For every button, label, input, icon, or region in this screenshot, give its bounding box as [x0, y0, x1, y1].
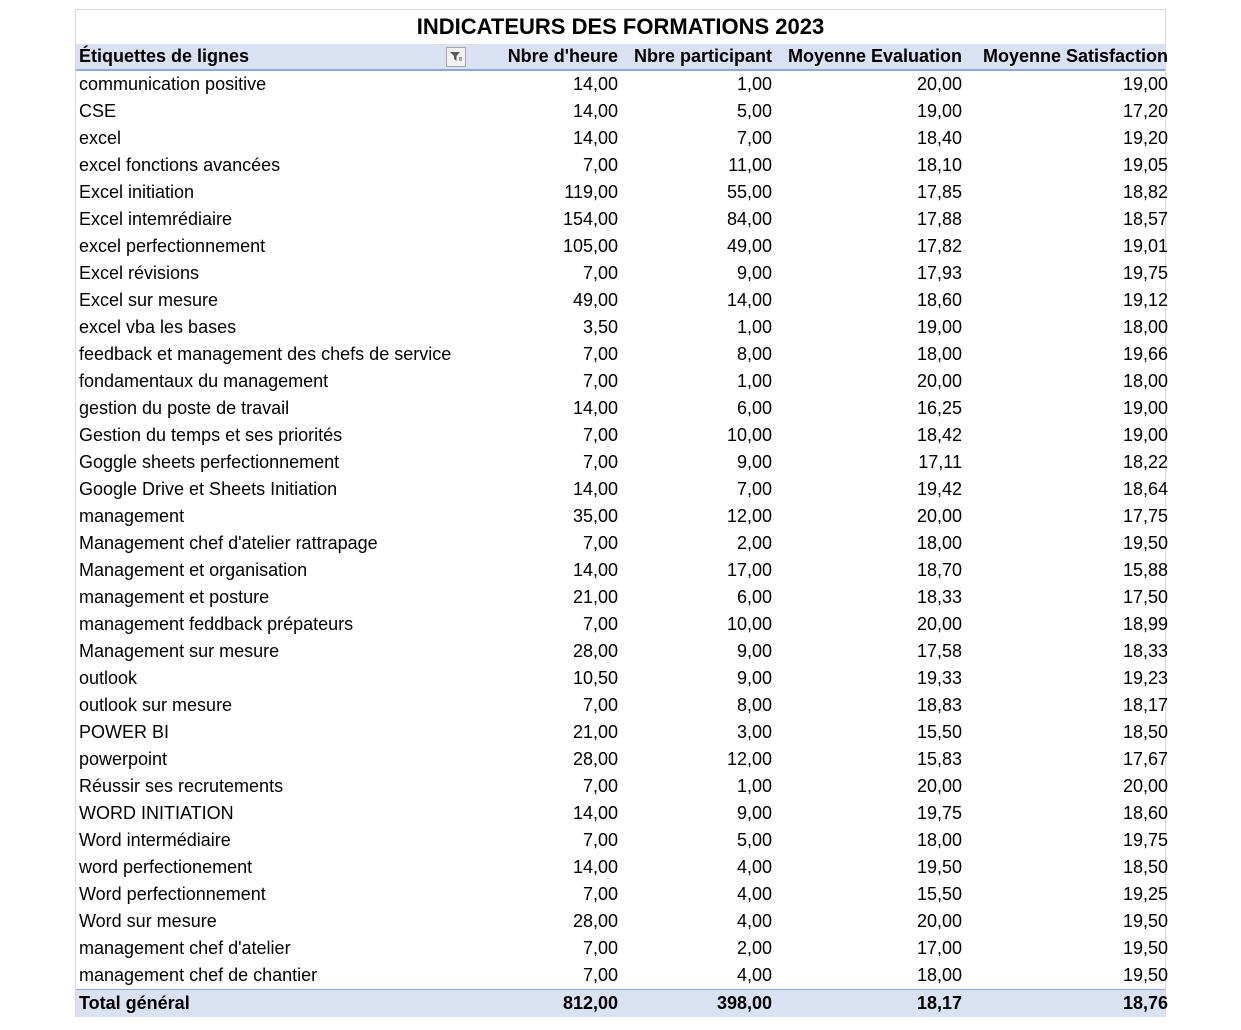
row-satisfaction[interactable]: 18,17 — [1122, 695, 1168, 715]
row-evaluation[interactable]: 15,50 — [916, 884, 962, 904]
row-hours[interactable]: 21,00 — [572, 587, 618, 607]
row-participants[interactable]: 6,00 — [736, 587, 772, 607]
table-row — [76, 260, 1168, 287]
table-row — [76, 71, 1168, 98]
row-participants[interactable]: 17,00 — [726, 560, 772, 580]
row-label[interactable]: gestion du poste de travail — [79, 398, 290, 418]
table-row — [76, 584, 1168, 611]
row-evaluation[interactable]: 18,60 — [916, 290, 962, 310]
row-participants[interactable]: 10,00 — [726, 614, 772, 634]
row-label[interactable]: Management chef d'atelier rattrapage — [79, 533, 378, 553]
row-evaluation[interactable]: 18,40 — [916, 128, 962, 148]
row-participants[interactable]: 6,00 — [736, 398, 772, 418]
row-hours[interactable]: 7,00 — [582, 533, 618, 553]
row-participants[interactable]: 5,00 — [736, 830, 772, 850]
row-evaluation[interactable]: 17,11 — [918, 452, 962, 472]
row-hours[interactable]: 7,00 — [582, 965, 618, 985]
table-row — [76, 98, 1168, 125]
row-participants[interactable]: 1,00 — [736, 371, 772, 391]
table-row — [76, 638, 1168, 665]
row-hours[interactable]: 7,00 — [582, 263, 618, 283]
row-label[interactable]: POWER BI — [79, 722, 170, 742]
total-satisfaction[interactable]: 18,76 — [1122, 993, 1168, 1013]
row-satisfaction[interactable]: 18,60 — [1122, 803, 1168, 823]
table-row — [76, 476, 1168, 503]
row-evaluation[interactable]: 17,85 — [916, 182, 962, 202]
row-satisfaction[interactable]: 17,50 — [1122, 587, 1168, 607]
row-evaluation[interactable]: 17,82 — [916, 236, 962, 256]
row-hours[interactable]: 7,00 — [582, 425, 618, 445]
table-row — [76, 719, 1168, 746]
header-label-text: Étiquettes de lignes — [79, 46, 250, 66]
table-row — [76, 395, 1168, 422]
row-hours[interactable]: 49,00 — [572, 290, 618, 310]
row-participants[interactable]: 55,00 — [726, 182, 772, 202]
row-hours[interactable]: 7,00 — [582, 452, 618, 472]
row-participants[interactable]: 7,00 — [736, 128, 772, 148]
row-participants[interactable]: 4,00 — [736, 965, 772, 985]
row-label[interactable]: excel vba les bases — [79, 317, 237, 337]
row-satisfaction[interactable]: 19,25 — [1122, 884, 1168, 904]
row-participants[interactable]: 1,00 — [736, 776, 772, 796]
row-satisfaction[interactable]: 19,50 — [1122, 533, 1168, 553]
row-evaluation[interactable]: 17,93 — [916, 263, 962, 283]
row-evaluation[interactable]: 15,50 — [916, 722, 962, 742]
row-hours[interactable]: 7,00 — [582, 776, 618, 796]
row-satisfaction[interactable]: 19,50 — [1122, 938, 1168, 958]
pivot-table — [75, 9, 1166, 1017]
table-row — [76, 314, 1168, 341]
row-satisfaction[interactable]: 18,82 — [1122, 182, 1168, 202]
row-label[interactable]: Management et organisation — [79, 560, 308, 580]
row-satisfaction[interactable]: 18,50 — [1122, 722, 1168, 742]
table-row — [76, 611, 1168, 638]
row-satisfaction[interactable]: 18,00 — [1122, 317, 1168, 337]
row-participants[interactable]: 3,00 — [736, 722, 772, 742]
row-label[interactable]: excel fonctions avancées — [79, 155, 281, 175]
row-evaluation[interactable]: 18,00 — [916, 533, 962, 553]
header-participants[interactable]: Nbre participant — [633, 46, 772, 66]
table-row — [76, 854, 1168, 881]
row-hours[interactable]: 14,00 — [572, 128, 618, 148]
row-hours[interactable]: 7,00 — [582, 614, 618, 634]
row-participants[interactable]: 1,00 — [736, 74, 772, 94]
row-evaluation[interactable]: 18,00 — [916, 965, 962, 985]
row-hours[interactable]: 14,00 — [572, 101, 618, 121]
total-participants[interactable]: 398,00 — [716, 993, 772, 1013]
row-evaluation[interactable]: 20,00 — [916, 911, 962, 931]
row-label[interactable]: Gestion du temps et ses priorités — [79, 425, 343, 445]
row-hours[interactable]: 14,00 — [572, 479, 618, 499]
row-label[interactable]: Google Drive et Sheets Initiation — [79, 479, 338, 499]
row-label[interactable]: word perfectionement — [79, 857, 253, 877]
header-row-labels — [76, 44, 468, 69]
table-row — [76, 368, 1168, 395]
row-hours[interactable]: 14,00 — [572, 560, 618, 580]
row-evaluation[interactable]: 18,42 — [916, 425, 962, 445]
table-row — [76, 152, 1168, 179]
row-participants[interactable]: 9,00 — [736, 263, 772, 283]
row-satisfaction[interactable]: 19,12 — [1122, 290, 1168, 310]
row-participants[interactable]: 4,00 — [736, 857, 772, 877]
row-participants[interactable]: 9,00 — [736, 452, 772, 472]
row-evaluation[interactable]: 20,00 — [916, 74, 962, 94]
row-satisfaction[interactable]: 18,33 — [1122, 641, 1168, 661]
row-evaluation[interactable]: 18,00 — [916, 830, 962, 850]
total-row — [76, 989, 1168, 1017]
header-row — [76, 44, 1168, 71]
row-participants[interactable]: 4,00 — [736, 884, 772, 904]
row-hours[interactable]: 21,00 — [572, 722, 618, 742]
table-row — [76, 773, 1168, 800]
row-participants[interactable]: 1,00 — [736, 317, 772, 337]
total-label[interactable]: Total général — [79, 993, 190, 1013]
row-satisfaction[interactable]: 18,00 — [1122, 371, 1168, 391]
table-row — [76, 881, 1168, 908]
row-participants[interactable]: 8,00 — [736, 695, 772, 715]
row-label[interactable]: Management sur mesure — [79, 641, 280, 661]
row-participants[interactable]: 8,00 — [736, 344, 772, 364]
table-row — [76, 746, 1168, 773]
row-label[interactable]: management chef de chantier — [79, 965, 318, 985]
row-hours[interactable]: 14,00 — [572, 74, 618, 94]
row-hours[interactable]: 154,00 — [562, 209, 618, 229]
row-participants[interactable]: 7,00 — [736, 479, 772, 499]
row-satisfaction[interactable]: 18,57 — [1122, 209, 1168, 229]
row-satisfaction[interactable]: 19,00 — [1122, 398, 1168, 418]
row-satisfaction[interactable]: 19,66 — [1122, 344, 1168, 364]
row-hours[interactable]: 7,00 — [582, 371, 618, 391]
row-evaluation[interactable]: 20,00 — [916, 371, 962, 391]
row-label[interactable]: CSE — [79, 101, 117, 121]
table-row — [76, 692, 1168, 719]
row-satisfaction[interactable]: 18,22 — [1122, 452, 1168, 472]
row-hours[interactable]: 14,00 — [572, 398, 618, 418]
row-satisfaction[interactable]: 17,20 — [1122, 101, 1168, 121]
row-evaluation[interactable]: 18,83 — [916, 695, 962, 715]
row-label[interactable]: WORD INITIATION — [79, 803, 234, 823]
row-label[interactable]: excel — [79, 128, 122, 148]
row-hours[interactable]: 119,00 — [564, 182, 618, 202]
row-label[interactable]: communication positive — [79, 74, 267, 94]
row-satisfaction[interactable]: 19,05 — [1122, 155, 1168, 175]
table-row — [76, 935, 1168, 962]
row-participants[interactable]: 4,00 — [736, 911, 772, 931]
table-row — [76, 557, 1168, 584]
row-label[interactable]: fondamentaux du management — [79, 371, 329, 391]
row-label[interactable]: Réussir ses recrutements — [79, 776, 284, 796]
row-satisfaction[interactable]: 15,88 — [1122, 560, 1168, 580]
row-evaluation[interactable]: 18,10 — [916, 155, 962, 175]
row-label[interactable]: Word sur mesure — [79, 911, 217, 931]
row-label[interactable]: Excel intemrédiaire — [79, 209, 233, 229]
row-satisfaction[interactable]: 18,64 — [1122, 479, 1168, 499]
row-evaluation[interactable]: 18,70 — [916, 560, 962, 580]
row-hours[interactable]: 7,00 — [582, 155, 618, 175]
table-row — [76, 125, 1168, 152]
table-row — [76, 206, 1168, 233]
row-satisfaction[interactable]: 17,67 — [1122, 749, 1168, 769]
row-hours[interactable]: 28,00 — [572, 641, 618, 661]
table-row — [76, 665, 1168, 692]
row-label[interactable]: management chef d'atelier — [79, 938, 291, 958]
row-label[interactable]: outlook — [79, 668, 138, 688]
row-participants[interactable]: 12,00 — [726, 506, 772, 526]
row-evaluation[interactable]: 18,33 — [916, 587, 962, 607]
row-hours[interactable]: 7,00 — [582, 695, 618, 715]
row-label[interactable]: Goggle sheets perfectionnement — [79, 452, 340, 472]
row-evaluation[interactable]: 20,00 — [916, 776, 962, 796]
filter-dropdown-button[interactable] — [446, 47, 466, 67]
table-row — [76, 530, 1168, 557]
row-label[interactable]: powerpoint — [79, 749, 168, 769]
total-hours[interactable]: 812,00 — [562, 993, 618, 1013]
pivot-title: INDICATEURS DES FORMATIONS 2023 — [416, 14, 825, 39]
row-label[interactable]: Excel révisions — [79, 263, 200, 283]
table-row — [76, 233, 1168, 260]
total-evaluation[interactable]: 18,17 — [916, 993, 962, 1013]
row-participants[interactable]: 2,00 — [736, 533, 772, 553]
row-satisfaction[interactable]: 19,75 — [1122, 263, 1168, 283]
row-satisfaction[interactable]: 18,50 — [1122, 857, 1168, 877]
data-rows — [76, 71, 1168, 989]
header-hours[interactable]: Nbre d'heure — [507, 46, 618, 66]
row-evaluation[interactable]: 19,00 — [916, 101, 962, 121]
table-row — [76, 422, 1168, 449]
row-label[interactable]: Excel sur mesure — [79, 290, 219, 310]
row-satisfaction[interactable]: 19,01 — [1122, 236, 1168, 256]
table-row — [76, 827, 1168, 854]
row-participants[interactable]: 14,00 — [726, 290, 772, 310]
row-participants[interactable]: 9,00 — [736, 641, 772, 661]
row-hours[interactable]: 14,00 — [572, 857, 618, 877]
row-hours[interactable]: 7,00 — [582, 938, 618, 958]
row-satisfaction[interactable]: 19,20 — [1122, 128, 1168, 148]
row-hours[interactable]: 105,00 — [562, 236, 618, 256]
header-satisfaction[interactable]: Moyenne Satisfaction — [982, 46, 1168, 66]
row-hours[interactable]: 35,00 — [572, 506, 618, 526]
header-evaluation[interactable]: Moyenne Evaluation — [787, 46, 962, 66]
table-row — [76, 908, 1168, 935]
table-row — [76, 341, 1168, 368]
row-participants[interactable]: 9,00 — [736, 668, 772, 688]
row-satisfaction[interactable]: 19,00 — [1122, 425, 1168, 445]
table-row — [76, 449, 1168, 476]
row-participants[interactable]: 84,00 — [726, 209, 772, 229]
row-participants[interactable]: 12,00 — [726, 749, 772, 769]
row-participants[interactable]: 5,00 — [736, 101, 772, 121]
row-evaluation[interactable]: 19,33 — [916, 668, 962, 688]
row-evaluation[interactable]: 20,00 — [916, 614, 962, 634]
row-evaluation[interactable]: 18,00 — [916, 344, 962, 364]
row-participants[interactable]: 11,00 — [728, 155, 772, 175]
row-evaluation[interactable]: 17,58 — [916, 641, 962, 661]
row-participants[interactable]: 10,00 — [726, 425, 772, 445]
row-evaluation[interactable]: 20,00 — [916, 506, 962, 526]
row-hours[interactable]: 10,50 — [572, 668, 618, 688]
row-satisfaction[interactable]: 19,50 — [1122, 965, 1168, 985]
row-hours[interactable]: 7,00 — [582, 884, 618, 904]
row-satisfaction[interactable]: 19,75 — [1122, 830, 1168, 850]
row-label[interactable]: excel perfectionnement — [79, 236, 266, 256]
filter-icon — [449, 51, 463, 63]
row-satisfaction[interactable]: 18,99 — [1122, 614, 1168, 634]
row-hours[interactable]: 7,00 — [582, 830, 618, 850]
row-participants[interactable]: 2,00 — [736, 938, 772, 958]
row-evaluation[interactable]: 19,75 — [916, 803, 962, 823]
table-row — [76, 503, 1168, 530]
row-hours[interactable]: 14,00 — [572, 803, 618, 823]
row-participants[interactable]: 9,00 — [736, 803, 772, 823]
table-row — [76, 962, 1168, 989]
row-evaluation[interactable]: 19,42 — [916, 479, 962, 499]
row-hours[interactable]: 28,00 — [572, 749, 618, 769]
row-label[interactable]: feedback et management des chefs de service — [79, 344, 452, 364]
row-label[interactable]: Word intermédiaire — [79, 830, 231, 850]
table-row — [76, 287, 1168, 314]
row-participants[interactable]: 49,00 — [726, 236, 772, 256]
row-label[interactable]: Excel initiation — [79, 182, 195, 202]
row-label[interactable]: outlook sur mesure — [79, 695, 233, 715]
row-satisfaction[interactable]: 19,00 — [1122, 74, 1168, 94]
table-row — [76, 179, 1168, 206]
row-evaluation[interactable]: 15,83 — [916, 749, 962, 769]
table-row — [76, 800, 1168, 827]
row-evaluation[interactable]: 19,50 — [916, 857, 962, 877]
row-evaluation[interactable]: 16,25 — [916, 398, 962, 418]
row-satisfaction[interactable]: 20,00 — [1122, 776, 1168, 796]
row-hours[interactable]: 7,00 — [582, 344, 618, 364]
row-label[interactable]: management et posture — [79, 587, 270, 607]
row-hours[interactable]: 28,00 — [572, 911, 618, 931]
row-satisfaction[interactable]: 19,50 — [1122, 911, 1168, 931]
row-label[interactable]: management feddback prépateurs — [79, 614, 354, 634]
row-evaluation[interactable]: 19,00 — [916, 317, 962, 337]
row-hours[interactable]: 3,50 — [582, 317, 618, 337]
row-satisfaction[interactable]: 19,23 — [1122, 668, 1168, 688]
row-label[interactable]: management — [79, 506, 185, 526]
row-evaluation[interactable]: 17,88 — [916, 209, 962, 229]
row-evaluation[interactable]: 17,00 — [916, 938, 962, 958]
row-label[interactable]: Word perfectionnement — [79, 884, 266, 904]
row-satisfaction[interactable]: 17,75 — [1122, 506, 1168, 526]
